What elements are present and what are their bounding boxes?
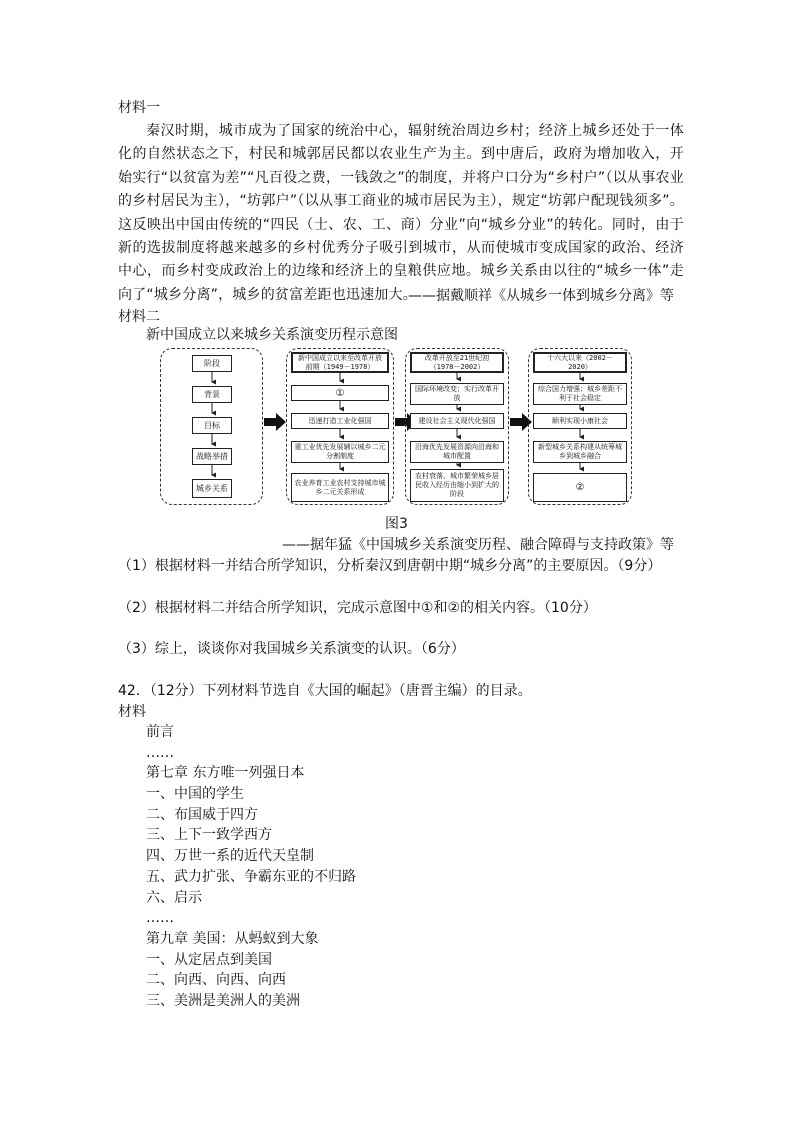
connector-arrows xyxy=(160,345,638,510)
toc-item: 第七章 东方唯一列强日本 xyxy=(146,765,305,782)
toc-item: 三、上下一致学西方 xyxy=(146,827,272,844)
material2-label: 材料二 xyxy=(118,309,160,325)
stage2-strategy: 沿海优先发展资源向沿海和城市配置 xyxy=(410,441,504,463)
toc-item: 五、武力扩张、争霸东亚的不归路 xyxy=(146,868,356,885)
stage3-strategy: 新型城乡关系构建从统筹城乡到城乡融合 xyxy=(533,441,627,463)
toc-item: 二、向西、向西、向西 xyxy=(146,972,286,989)
city-rural-diagram xyxy=(160,345,638,510)
stage2-relation: 农村衰落、城市繁荣城乡居民收入经历由缩小到扩大的阶段 xyxy=(410,469,504,502)
toc-item: 第九章 美国：从蚂蚁到大象 xyxy=(146,930,319,947)
question-42-label: 材料 xyxy=(118,704,146,720)
toc-item: 四、万世一系的近代天皇制 xyxy=(146,848,314,865)
legend-goal-box: 目标 xyxy=(192,417,232,434)
stage1-relation: 农业养育工业农村支持城市城乡二元关系形成 xyxy=(291,473,389,502)
legend-strategy-box: 战略举措 xyxy=(192,448,232,465)
stage2-goal: 建设社会主义现代化强国 xyxy=(410,413,504,429)
question-3: （3）综上，谈谈你对我国城乡关系演变的认识。（6分） xyxy=(118,641,465,657)
diagram-title: 新中国成立以来城乡关系演变历程示意图 xyxy=(146,327,398,343)
material1-paragraph: 秦汉时期，城市成为了国家的统治中心，辐射统治周边乡村；经济上城乡还处于一体化的自然状态之下，村民和城郭居民都以农业生产为主。到中唐后，政府为增加收入，开始实行“以贫富为差”“凡百役之费，一钱敛之”的制度，并将户口分为“乡村户”（以从事农业的乡村居民为主），“坊郭户”（以从事工商业的城市居民为主），规定“坊郭户配现钱须多”。这反映出中国由传统的“四民（士、农、工、商）分业”向“城乡分业”的转化。同时，由于新的选拔制度将越来越多的乡村优秀分子吸引到城市，从而使城市变成国家的政治、经济中心，而乡村变成政治上的边缘和经济上的皇粮供应地。城乡关系由以往的“城乡一体”走向了“城乡分离”，城乡的贫富差距也迅速加大。 xyxy=(118,123,684,303)
toc-item: 一、从定居点到美国 xyxy=(146,951,272,968)
stage1-strategy: 重工业优先发展辅以城乡二元分割制度 xyxy=(291,441,389,463)
stage3-period: 十六大以来（2002－2020） xyxy=(533,352,627,373)
toc-item: 三、美洲是美洲人的美洲 xyxy=(146,992,300,1009)
material1-source: ——据戴顺祥《从城乡一体到城乡分离》等 xyxy=(408,288,674,304)
material1-label: 材料一 xyxy=(118,100,160,116)
legend-stage-box: 阶段 xyxy=(192,355,232,372)
stage3-goal: 顺利实现小康社会 xyxy=(533,413,627,429)
toc-item: 前言 xyxy=(146,724,174,740)
toc-item: …… xyxy=(146,744,174,761)
toc-item: 一、中国的学生 xyxy=(146,786,244,803)
stage1-period: 新中国成立以来至改革开放前期（1949－1978） xyxy=(291,352,389,373)
stage1-goal: 迅速打造工业化强国 xyxy=(291,413,389,429)
question-42-stem: 42．（12分）下列材料节选自《大国的崛起》（唐晋主编）的目录。 xyxy=(118,683,532,699)
legend-background-box: 背景 xyxy=(192,386,232,403)
material2-source: ——据年猛《中国城乡关系演变历程、融合障碍与支持政策》等 xyxy=(282,537,674,553)
figure-caption: 图3 xyxy=(385,516,408,532)
stage1-background: ① xyxy=(291,385,389,401)
toc-item: …… xyxy=(146,910,174,927)
stage3-relation: ② xyxy=(533,473,627,502)
stage3-background: 综合国力增强；城乡差距不利于社会稳定 xyxy=(533,383,627,405)
question-2: （2）根据材料二并结合所学知识，完成示意图中①和②的相关内容。（10分） xyxy=(118,600,597,616)
stage2-period: 改革开放至21世纪初（1978－2002） xyxy=(410,352,504,373)
legend-relation-box: 城乡关系 xyxy=(192,479,232,498)
toc-item: 六、启示 xyxy=(146,889,202,906)
toc-item: 二、布国威于四方 xyxy=(146,806,258,823)
table-of-contents xyxy=(146,722,356,1012)
question-1: （1）根据材料一并结合所学知识，分析秦汉到唐朝中期“城乡分离”的主要原因。（9分） xyxy=(118,558,662,574)
stage2-background: 国际环境改变；实行改革开放 xyxy=(410,383,504,405)
